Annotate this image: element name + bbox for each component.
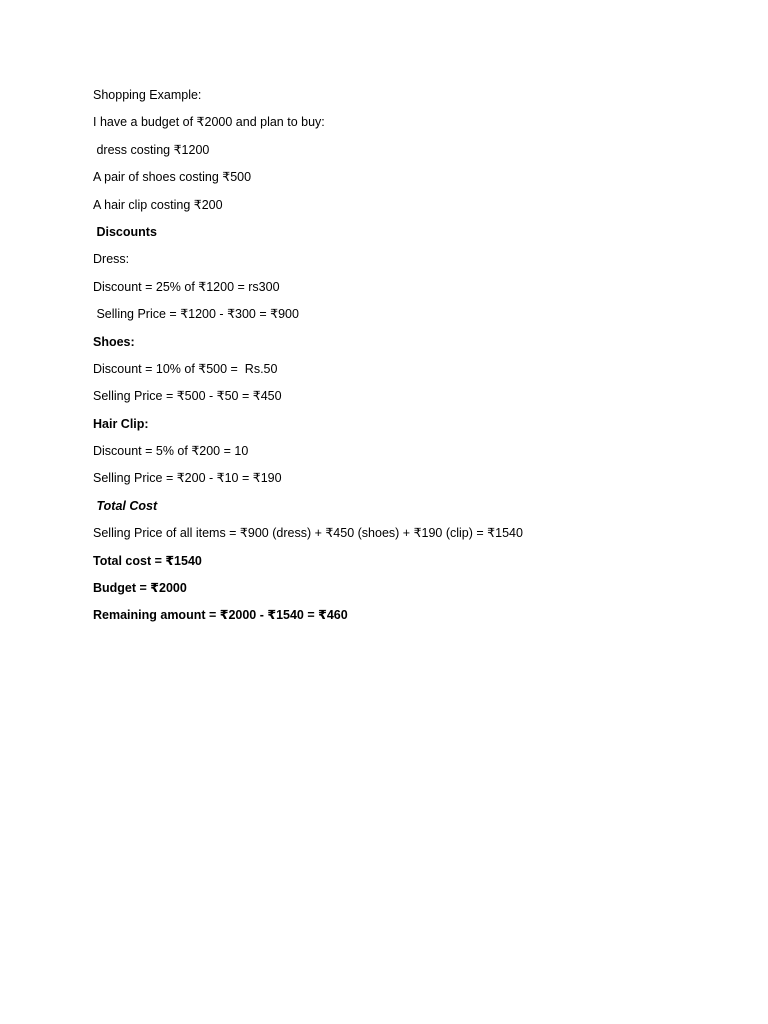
discounts-heading: Discounts bbox=[93, 224, 157, 239]
shoes-discount: Discount = 10% of ₹500 = Rs.50 bbox=[93, 361, 278, 376]
hair-clip-selling-price: Selling Price = ₹200 - ₹10 = ₹190 bbox=[93, 471, 282, 486]
remaining-amount: Remaining amount = ₹2000 - ₹1540 = ₹460 bbox=[93, 608, 348, 623]
item-hair-clip: A hair clip costing ₹200 bbox=[93, 197, 223, 212]
dress-selling-price: Selling Price = ₹1200 - ₹300 = ₹900 bbox=[93, 307, 299, 322]
item-dress: dress costing ₹1200 bbox=[93, 142, 210, 157]
total-cost-heading: Total Cost bbox=[93, 498, 158, 513]
hair-clip-discount: Discount = 5% of ₹200 = 10 bbox=[93, 444, 249, 459]
budget-line: Budget = ₹2000 bbox=[93, 581, 187, 596]
dress-discount: Discount = 25% of ₹1200 = rs300 bbox=[93, 279, 280, 294]
dress-label: Dress: bbox=[93, 252, 130, 267]
item-shoes: A pair of shoes costing ₹500 bbox=[93, 170, 252, 185]
doc-title: Shopping Example: bbox=[93, 88, 202, 102]
budget-statement: I have a budget of ₹2000 and plan to buy: bbox=[93, 115, 325, 130]
total-cost: Total cost = ₹1540 bbox=[93, 553, 202, 568]
document-body bbox=[93, 86, 733, 634]
total-selling-price: Selling Price of all items = ₹900 (dress) + ₹450 (shoes) + ₹190 (clip) = ₹1540 bbox=[93, 526, 523, 541]
hair-clip-heading: Hair Clip: bbox=[93, 416, 149, 431]
shoes-heading: Shoes: bbox=[93, 334, 135, 349]
shoes-selling-price: Selling Price = ₹500 - ₹50 = ₹450 bbox=[93, 389, 282, 404]
